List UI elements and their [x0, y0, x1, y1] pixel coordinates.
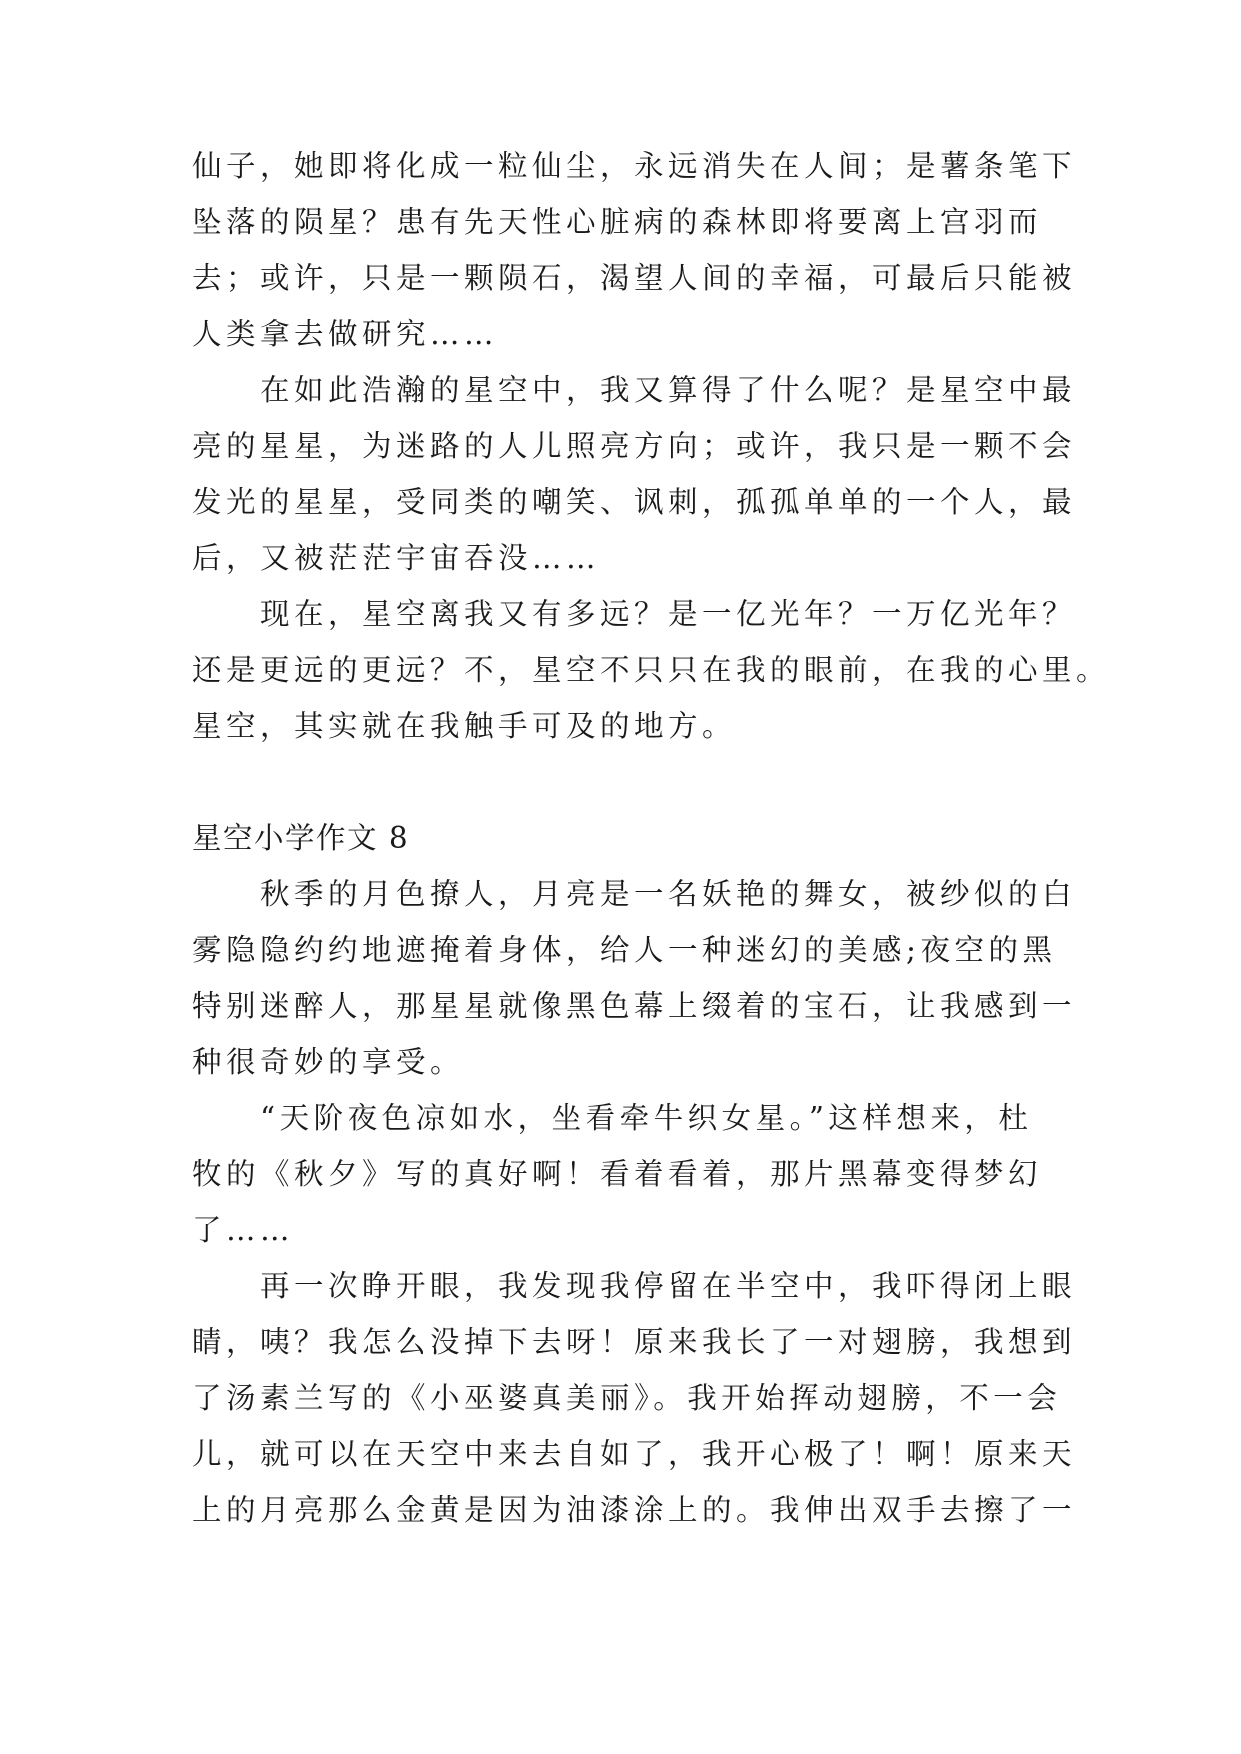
paragraph-line: 儿，就可以在天空中来去自如了，我开心极了！啊！原来天 — [192, 1437, 1077, 1471]
paragraph-line: 亮的星星，为迷路的人儿照亮方向；或许，我只是一颗不会 — [192, 429, 1077, 463]
section-heading: 星空小学作文 8 — [192, 821, 410, 855]
paragraph-line: 后，又被茫茫宇宙吞没…… — [192, 541, 601, 575]
paragraph-line: 牧的《秋夕》写的真好啊！看着看着，那片黑幕变得梦幻 — [192, 1157, 1043, 1191]
paragraph-line: 秋季的月色撩人，月亮是一名妖艳的舞女，被纱似的白 — [192, 877, 1077, 911]
paragraph-line: 上的月亮那么金黄是因为油漆涂上的。我伸出双手去擦了一 — [192, 1493, 1077, 1527]
paragraph-2 — [192, 362, 1077, 586]
paragraph-line: 在如此浩瀚的星空中，我又算得了什么呢？是星空中最 — [192, 373, 1077, 407]
paragraph-line: 仙子，她即将化成一粒仙尘，永远消失在人间；是薯条笔下 — [192, 149, 1077, 183]
paragraph-line: 雾隐隐约约地遮掩着身体，给人一种迷幻的美感;夜空的黑 — [192, 933, 1057, 967]
paragraph-1 — [192, 138, 1077, 362]
paragraph-3 — [192, 586, 1111, 754]
paragraph-line: 种很奇妙的享受。 — [192, 1045, 465, 1079]
paragraph-line: 再一次睁开眼，我发现我停留在半空中，我吓得闭上眼 — [192, 1269, 1077, 1303]
paragraph-line: 星空，其实就在我触手可及的地方。 — [192, 709, 737, 743]
paragraph-line: 睛，咦？我怎么没掉下去呀！原来我长了一对翅膀，我想到 — [192, 1325, 1077, 1359]
paragraph-5 — [192, 1090, 1052, 1258]
paragraph-line: 还是更远的更远？不，星空不只只在我的眼前，在我的心里。 — [192, 653, 1111, 687]
paragraph-line: 去；或许，只是一颗陨石，渴望人间的幸福，可最后只能被 — [192, 261, 1077, 295]
paragraph-line: 现在，星空离我又有多远？是一亿光年？一万亿光年？ — [192, 597, 1077, 631]
paragraph-line: 人类拿去做研究…… — [192, 317, 499, 351]
paragraph-line: 坠落的陨星？患有先天性心脏病的森林即将要离上宫羽而 — [192, 205, 1043, 239]
paragraph-line: 了汤素兰写的《小巫婆真美丽》。我开始挥动翅膀，不一会 — [192, 1381, 1062, 1415]
paragraph-line: 特别迷醉人，那星星就像黑色幕上缀着的宝石，让我感到一 — [192, 989, 1077, 1023]
paragraph-4 — [192, 866, 1077, 1090]
paragraph-line: 发光的星星，受同类的嘲笑、讽刺，孤孤单单的一个人，最 — [192, 485, 1077, 519]
paragraph-line: “天阶夜色凉如水，坐看牵牛织女星。”这样想来，杜 — [192, 1101, 1033, 1135]
paragraph-6 — [192, 1258, 1077, 1538]
paragraph-line: 了…… — [192, 1213, 295, 1247]
